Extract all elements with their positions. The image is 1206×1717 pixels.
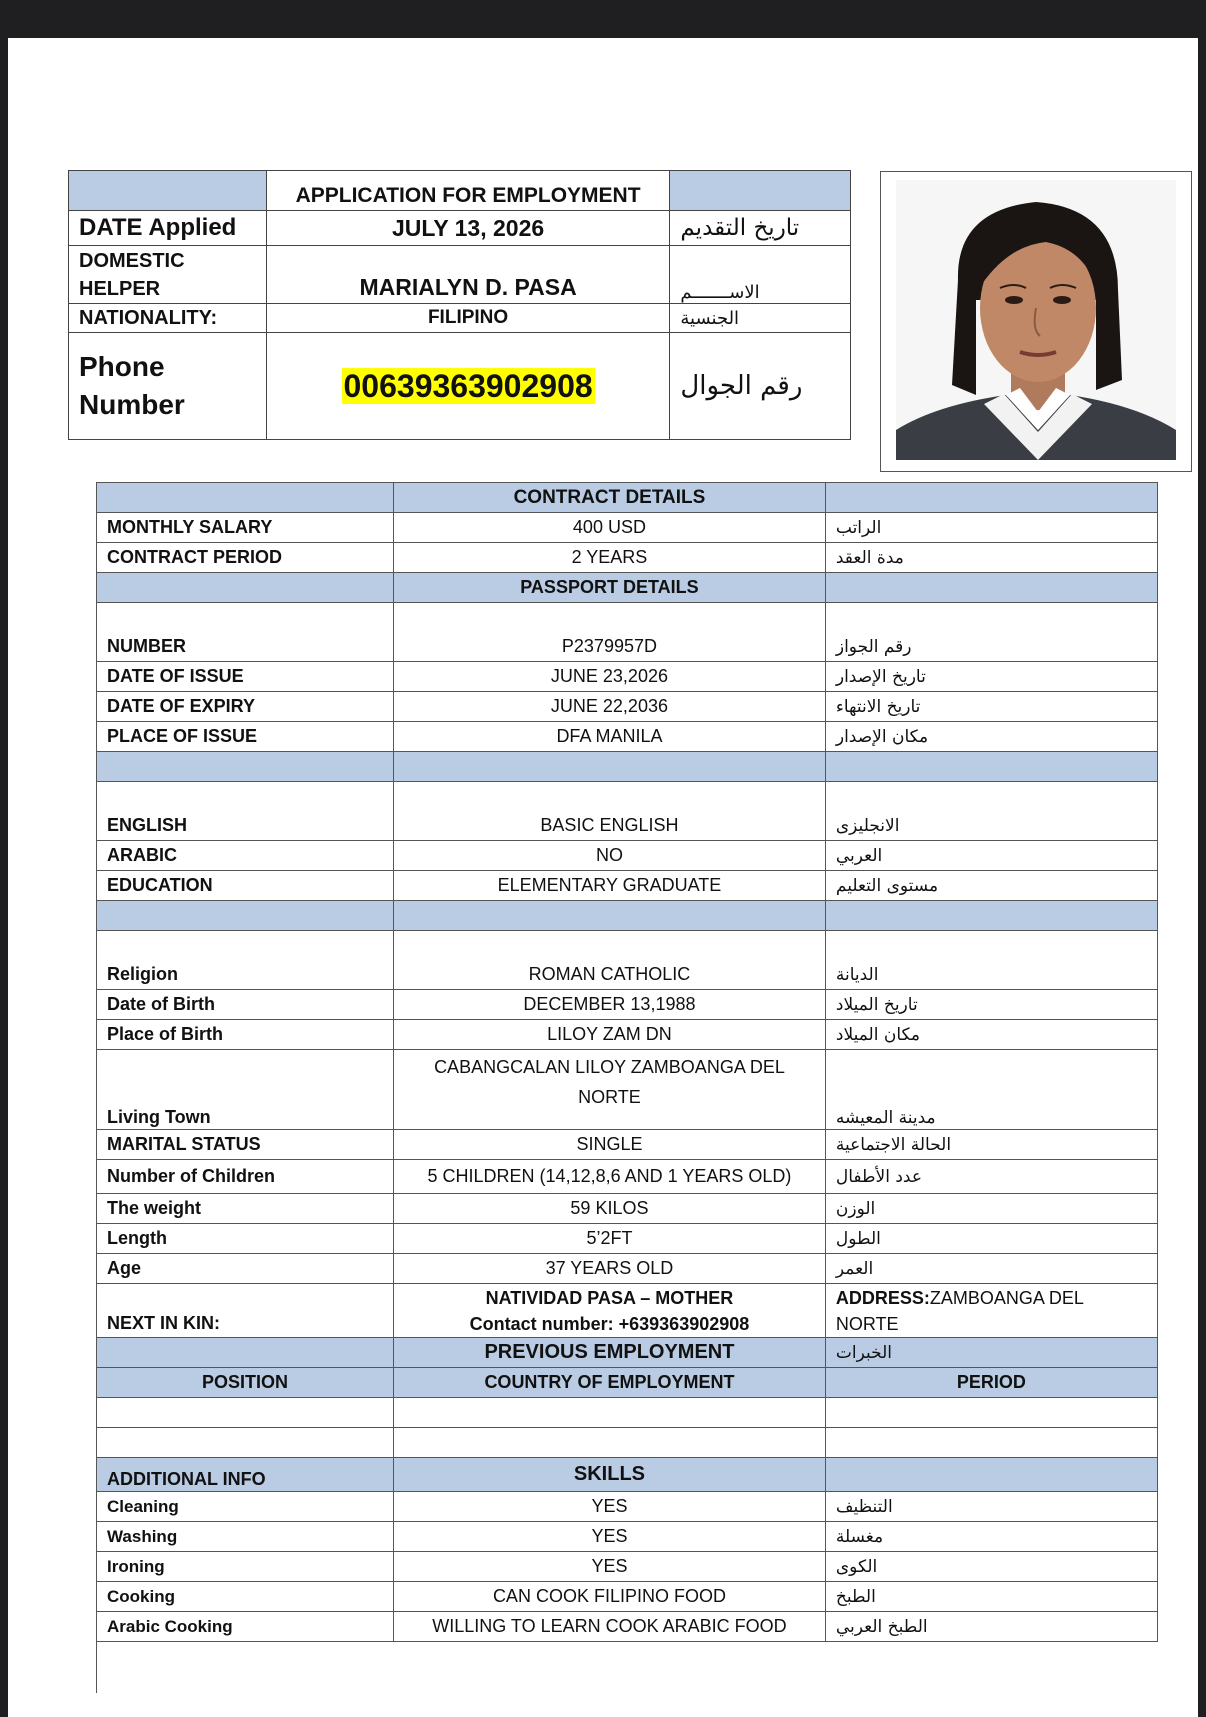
weight-value: 59 KILOS [394,1194,826,1224]
passport-number-value: P2379957D [394,632,826,662]
living-town-value [394,1050,826,1130]
weight-arabic: الوزن [825,1194,1157,1224]
age-label: Age [97,1254,394,1284]
table-edge-line [96,1623,97,1693]
employment-empty-cell [825,1398,1157,1428]
education-arabic: مستوى التعليم [825,871,1157,901]
length-arabic: الطول [825,1224,1157,1254]
details-table [96,482,1158,1642]
children-value: 5 CHILDREN (14,12,8,6 AND 1 YEARS OLD) [394,1160,826,1194]
salary-arabic: الراتب [825,513,1157,543]
employment-blank [97,1338,394,1368]
contract-blank [825,483,1157,513]
nationality-arabic: الجنسية [670,304,851,333]
phone-arabic: رقم الجوال [670,333,851,440]
section-divider [394,901,826,931]
address-line1: ZAMBOANGA DEL [929,1287,1084,1308]
living-town-line2: NORTE [578,1087,641,1107]
arabic-arabic: العربي [825,841,1157,871]
passport-blank [825,573,1157,603]
contract-period-value: 2 YEARS [394,543,826,573]
pob-label: Place of Birth [97,1020,394,1050]
employment-empty-cell [394,1428,826,1458]
religion-value: ROMAN CATHOLIC [394,960,826,990]
header-blank-cell [69,171,267,211]
spacer [394,931,826,961]
issue-date-label: DATE OF ISSUE [97,662,394,692]
marital-status-value: SINGLE [394,1130,826,1160]
cleaning-label: Cleaning [97,1492,394,1522]
cooking-arabic: الطبخ [825,1582,1157,1612]
name-arabic: الاســـــــم [670,246,851,304]
contract-period-label: CONTRACT PERIOD [97,543,394,573]
spacer [97,931,394,961]
length-label: Length [97,1224,394,1254]
religion-label: Religion [97,960,394,990]
passport-blank [97,573,394,603]
employment-empty-cell [394,1398,826,1428]
place-of-issue-value: DFA MANILA [394,722,826,752]
ironing-label: Ironing [97,1552,394,1582]
next-of-kin-value [394,1284,826,1338]
next-of-kin-label: NEXT IN KIN: [97,1284,394,1338]
spacer [825,603,1157,633]
expiry-date-label: DATE OF EXPIRY [97,692,394,722]
applicant-name: MARIALYN D. PASA [266,246,670,304]
arabic-cooking-arabic: الطبخ العربي [825,1612,1157,1642]
employment-empty-cell [97,1398,394,1428]
contract-blank [97,483,394,513]
additional-info-heading: ADDITIONAL INFO [97,1458,394,1492]
address-label: ADDRESS: [835,1287,930,1308]
english-value: BASIC ENGLISH [394,811,826,841]
period-header: PERIOD [825,1368,1157,1398]
religion-arabic: الديانة [825,960,1157,990]
place-of-issue-label: PLACE OF ISSUE [97,722,394,752]
date-applied-arabic: تاريخ التقديم [670,211,851,246]
nationality-label: NATIONALITY: [69,304,267,333]
phone-cell [266,333,670,440]
children-label: Number of Children [97,1160,394,1194]
contract-period-arabic: مدة العقد [825,543,1157,573]
date-applied-value: JULY 13, 2026 [266,211,670,246]
washing-value: YES [394,1522,826,1552]
dob-arabic: تاريخ الميلاد [825,990,1157,1020]
cooking-label: Cooking [97,1582,394,1612]
document-page [8,38,1198,1717]
english-arabic: الانجليزى [825,811,1157,841]
date-applied-label: DATE Applied [69,211,267,246]
next-of-kin-address [825,1284,1157,1338]
arabic-label: ARABIC [97,841,394,871]
expiry-date-arabic: تاريخ الانتهاء [825,692,1157,722]
cleaning-value: YES [394,1492,826,1522]
ironing-arabic: الكوى [825,1552,1157,1582]
spacer [825,931,1157,961]
spacer [394,782,826,812]
previous-employment-heading: PREVIOUS EMPLOYMENT [394,1338,826,1368]
spacer [394,603,826,633]
salary-label: MONTHLY SALARY [97,513,394,543]
age-value: 37 YEARS OLD [394,1254,826,1284]
phone-number: 00639363902908 [343,367,593,404]
cooking-value: CAN COOK FILIPINO FOOD [394,1582,826,1612]
education-value: ELEMENTARY GRADUATE [394,871,826,901]
position-header: POSITION [97,1368,394,1398]
passport-number-arabic: رقم الجواز [825,632,1157,662]
next-of-kin-contact: Contact number: +639363902908 [469,1313,750,1334]
dob-label: Date of Birth [97,990,394,1020]
section-divider [825,752,1157,782]
domestic-helper-label: DOMESTIC HELPER [69,246,267,304]
arabic-value: NO [394,841,826,871]
english-label: ENGLISH [97,811,394,841]
children-arabic: عدد الأطفال [825,1160,1157,1194]
phone-label: Phone Number [69,333,267,440]
section-divider [97,752,394,782]
skills-heading: SKILLS [394,1458,826,1492]
salary-value: 400 USD [394,513,826,543]
passport-number-label: NUMBER [97,632,394,662]
section-divider [825,901,1157,931]
next-of-kin-name: NATIVIDAD PASA – MOTHER [485,1287,734,1308]
employment-empty-cell [97,1428,394,1458]
education-label: EDUCATION [97,871,394,901]
applicant-photo [896,180,1176,460]
skills-blank [825,1458,1157,1492]
issue-date-arabic: تاريخ الإصدار [825,662,1157,692]
cleaning-arabic: التنظيف [825,1492,1157,1522]
expiry-date-value: JUNE 22,2036 [394,692,826,722]
header-table [68,170,851,440]
address-line2: NORTE [835,1313,899,1334]
contract-heading: CONTRACT DETAILS [394,483,826,513]
living-town-line1: CABANGCALAN LILOY ZAMBOANGA DEL [434,1057,785,1077]
nationality-value: FILIPINO [266,304,670,333]
dob-value: DECEMBER 13,1988 [394,990,826,1020]
header-blank-cell [670,171,851,211]
applicant-photo-frame [880,171,1192,472]
previous-employment-arabic: الخبرات [825,1338,1157,1368]
marital-status-label: MARITAL STATUS [97,1130,394,1160]
spacer [97,782,394,812]
passport-heading: PASSPORT DETAILS [394,573,826,603]
country-header: COUNTRY OF EMPLOYMENT [394,1368,826,1398]
living-town-label: Living Town [97,1050,394,1130]
place-of-issue-arabic: مكان الإصدار [825,722,1157,752]
living-town-arabic: مدينة المعيشه [825,1050,1157,1130]
pob-arabic: مكان الميلاد [825,1020,1157,1050]
ironing-value: YES [394,1552,826,1582]
section-divider [97,901,394,931]
spacer [97,603,394,633]
application-title: APPLICATION FOR EMPLOYMENT [266,171,670,211]
arabic-cooking-label: Arabic Cooking [97,1612,394,1642]
marital-status-arabic: الحالة الاجتماعية [825,1130,1157,1160]
arabic-cooking-value: WILLING TO LEARN COOK ARABIC FOOD [394,1612,826,1642]
washing-arabic: مغسلة [825,1522,1157,1552]
washing-label: Washing [97,1522,394,1552]
length-value: 5’2FT [394,1224,826,1254]
pob-value: LILOY ZAM DN [394,1020,826,1050]
section-divider [394,752,826,782]
issue-date-value: JUNE 23,2026 [394,662,826,692]
employment-empty-cell [825,1428,1157,1458]
age-arabic: العمر [825,1254,1157,1284]
spacer [825,782,1157,812]
weight-label: The weight [97,1194,394,1224]
